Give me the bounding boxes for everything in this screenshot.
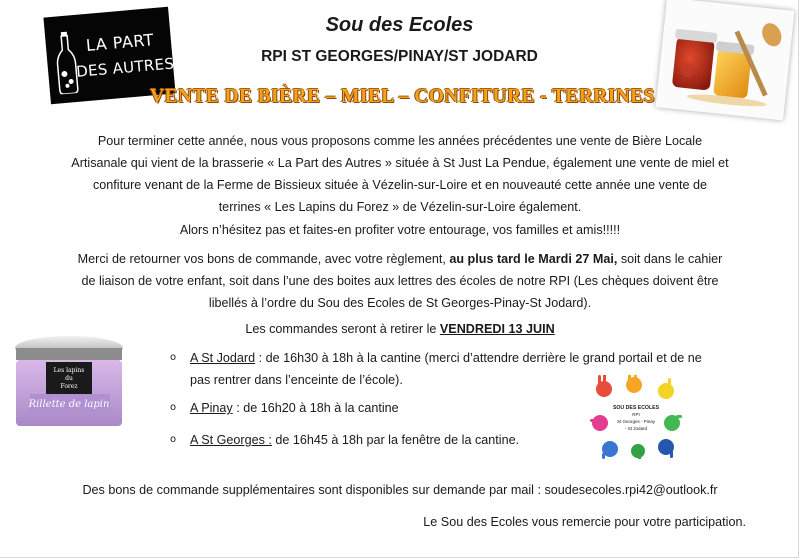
pickup-prefix: Les commandes seront à retirer le: [245, 322, 440, 336]
pickup-paragraph: [30, 318, 770, 340]
hand-icon: [592, 415, 608, 431]
bullet-marker: o: [170, 402, 177, 413]
thanks-paragraph: Le Sou des Ecoles vous remercie pour votre participation.: [423, 515, 746, 529]
order-paragraph: [30, 248, 770, 314]
list-item-text: [190, 397, 399, 419]
pickup-date: VENDREDI 13 JUIN: [439, 322, 555, 336]
hand-icon: [631, 444, 645, 458]
intro-line: Artisanale qui vient de la brasserie « La Part des Autres » située à St Just La Pendue, également une vente de miel et: [71, 156, 729, 170]
bullet-marker: o: [170, 352, 177, 363]
order-line: [30, 248, 770, 270]
order-line: libellés à l’ordre du Sou des Ecoles de St Georges-Pinay-St Jodard).: [208, 296, 592, 310]
pickup-place: A St Jodard: [190, 351, 256, 365]
rillette-brand-2: du: [65, 375, 73, 382]
order-deadline: au plus tard le Mardi 27 Mai,: [445, 252, 618, 266]
rillette-product: Rillette de lapin: [28, 399, 110, 410]
list-item: [170, 429, 590, 451]
hands-logo-line-1: SOU DES ECOLES: [612, 405, 660, 411]
hand-icon: [658, 383, 674, 399]
sale-banner: VENTE DE BIÈRE – MIEL – CONFITURE - TERRINES: [150, 86, 655, 107]
intro-paragraph: [30, 130, 770, 218]
intro-line: Pour terminer cette année, nous vous proposons comme les années précédentes une vente de Bière Locale: [97, 134, 703, 148]
logo-line-2: DES AUTRES: [75, 54, 175, 81]
order-before: Merci de retourner vos bons de commande, avec votre règlement,: [77, 252, 446, 266]
hands-logo-line-2: RPI: [632, 412, 640, 417]
pickup-place: A Pinay: [190, 401, 233, 415]
contact-paragraph: Des bons de commande supplémentaires sont disponibles sur demande par mail : soudesecoles.rpi42@outlook.fr: [82, 483, 718, 497]
intro-line: confiture venant de la Ferme de Bissieux située à Vézelin-sur-Loire et en nouveauté cette année une vente de: [93, 178, 707, 192]
pickup-detail: : de 16h20 à 18h à la cantine: [232, 401, 399, 415]
list-item-text: [190, 429, 519, 451]
hands-logo-line-4: - St Jodard: [624, 426, 648, 431]
order-line: de liaison de votre enfant, soit dans l’une des boites aux lettres des écoles de notre RPI (Les chèques doivent être: [81, 274, 719, 288]
rillette-brand-1: Les lapins: [53, 367, 85, 374]
rillette-brand-3: Forez: [60, 383, 78, 390]
pickup-detail: : de 16h30 à 18h à la cantine (merci d’attendre derrière le grand portail et de ne: [255, 351, 702, 365]
pickup-detail: de 16h45 à 18h par la fenêtre de la cantine.: [271, 433, 520, 447]
hands-logo-line-3: St Georges - Pinay: [616, 419, 656, 424]
colored-hands-logo: [590, 375, 682, 459]
rillette-jar-photo: [10, 330, 128, 434]
page-title: Sou des Ecoles: [325, 14, 474, 36]
pickup-place: A St Georges :: [190, 433, 272, 447]
pickup-detail: pas rentrer dans l’enceinte de l’école).: [190, 373, 403, 387]
order-after: soit dans le cahier: [617, 252, 723, 266]
page-subtitle: RPI ST GEORGES/PINAY/ST JODARD: [261, 48, 538, 65]
bullet-marker: o: [170, 434, 177, 445]
intro-line: terrines « Les Lapins du Forez » de Vézelin-sur-Loire également.: [218, 200, 582, 214]
invite-paragraph: Alors n’hésitez pas et faites-en profiter votre entourage, vos familles et amis!!!!!: [179, 223, 621, 237]
logo-line-1: LA PART: [85, 30, 155, 55]
list-item: [170, 397, 590, 419]
